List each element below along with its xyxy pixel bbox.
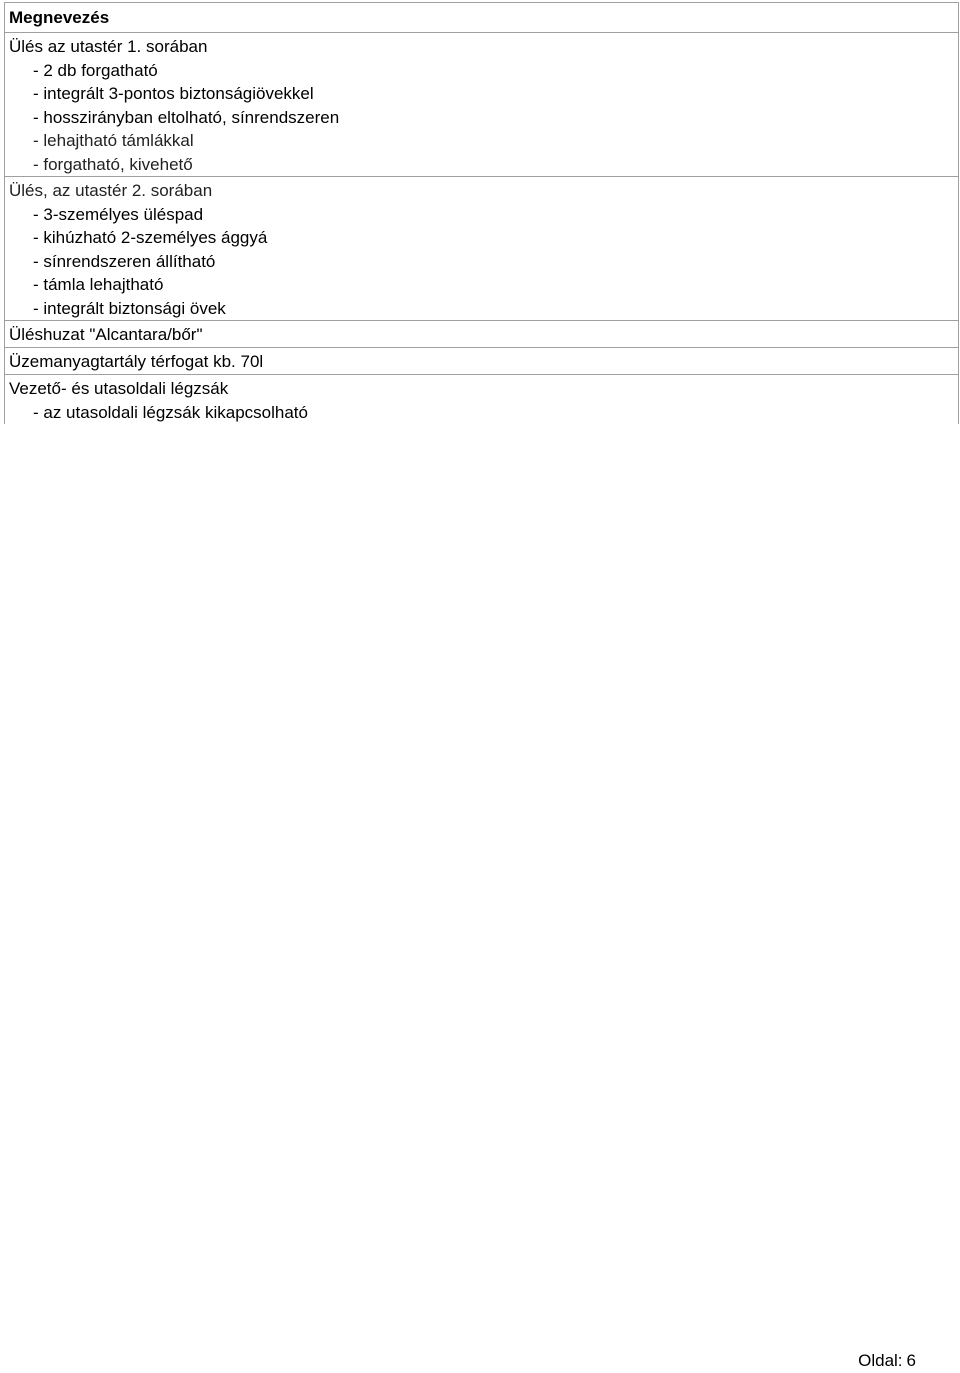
list-item: - integrált biztonsági övek [33,298,226,318]
list-item: - 3-személyes üléspad [33,204,204,224]
list-item: - hosszirányban eltolható, sínrendszeren [33,107,340,127]
page-footer [858,1351,916,1371]
row-title: Üléshuzat "Alcantara/bőr" [9,324,203,344]
list-item: - sínrendszeren állítható [33,251,216,271]
row-title: Ülés az utastér 1. sorában [9,37,208,56]
table-row [5,377,958,424]
sub-list [9,59,958,176]
list-item: - támla lehajtható [33,275,164,295]
row-title: Vezető- és utasoldali légzsák [9,378,229,398]
list-item: - forgatható, kivehető [33,154,193,174]
list-item: - kihúzható 2-személyes ággyá [33,228,268,248]
table-row [5,350,958,375]
table-row [5,323,958,348]
sub-list [9,401,958,424]
page-label: Oldal: [858,1351,903,1370]
row-title: Ülés, az utastér 2. sorában [9,180,213,200]
page-number: 6 [906,1351,916,1370]
list-item: - az utasoldali légzsák kikapcsolható [33,402,308,422]
row-title: Üzemanyagtartály térfogat kb. 70l [9,351,264,371]
list-item: - integrált 3-pontos biztonságiövekkel [33,84,314,104]
table-row [5,35,958,177]
list-item: - 2 db forgatható [33,61,158,80]
table-header: Megnevezés [5,3,958,33]
list-item: - lehajtható támlákkal [33,131,194,151]
spec-table [4,2,959,424]
sub-list [9,203,958,320]
table-row [5,179,958,321]
